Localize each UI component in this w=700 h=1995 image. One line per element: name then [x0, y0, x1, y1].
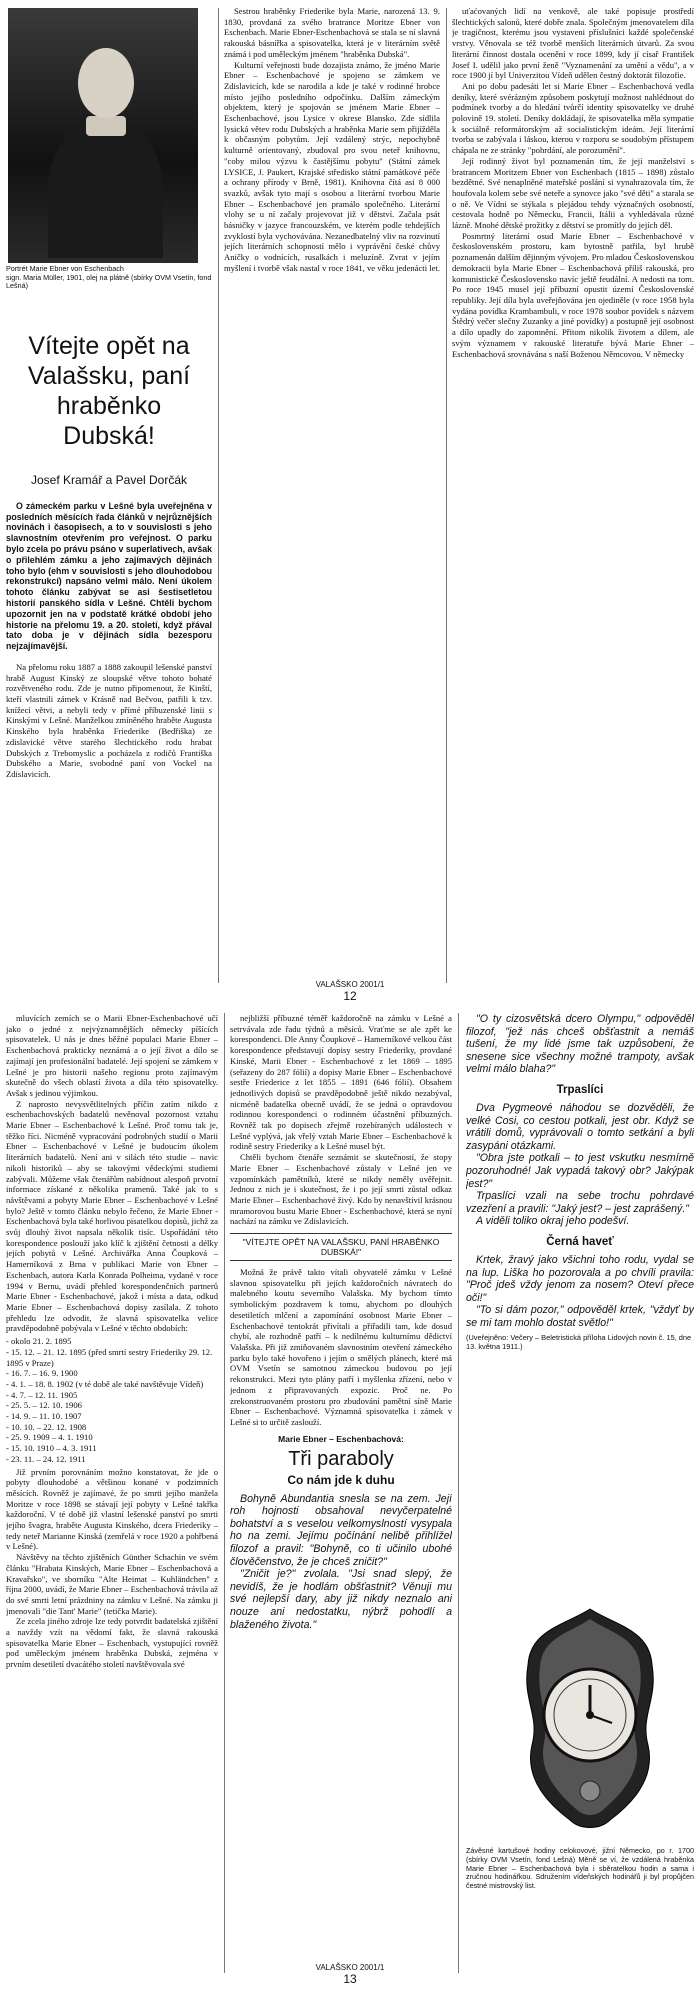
paragraph: Posmrtný literární osud Marie Ebner – Eschenbachové v československém prostoru, kam bytostně patřila, byl hrubě poznamenán dalším dějinným vývojem. Pro mladou Československou demokracii byla Marie Ebner – Eschenbachová příliš rakouská, pro komunistické Československo navíc ještě feudální. A nedosti na tom. Po roce 1945 musel její příbuzní opustit území Československé republiky. Její díla byla uveřejňována jen ojediněle (v roce 1958 byla vydána povídka Krambambuli, v roce 1978 soubor povídek s názvem Štědrý večer slečny Zuzanky a jiné povídky) a postupně její osobnost a dílo upadly do zapomnění. Přitom nikolik životem a dílem, ale svým významem v rakouské literatuře bývá Marie Ebner – Eschenbachová srovnávána s naší Boženou Němcovou. V německy — [452, 230, 694, 359]
paragraph: uťaćovaných lidí na venkově, ale také popisuje prostředí šlechtických salonů, které dobře znala. Společným jmenovatelem díla je tragičnost, kterému jsou vystaveni příslušníci každé společenské vrstvy. Věnovala se též tvorbě menších literárních útvarů. Za svou literární činnost dostala ocenění v roce 1899, kdy jí císař František Josef I. udělil jako první ženě "Vyznamenání za umění a vědu", a v roce 1900 jí byl Univerzitou Vídeň udělen čestný doktorát filozofie. — [452, 6, 694, 81]
paragraph: Její rodinný život byl poznamenán tím, že její manželství s bratrancem Moritzem Ebner von Eschenbach (1815 – 1898) zůstalo bezdětné. Své nenaplněné mateřské poslání si vynahrazovala tím, že houfovala kolem sebe své neteře a synovce jako "své děti" a starala se o ně. Ve Vídni se stýkala s plejádou tehdy význačných osobností, cestovala hodně po Německu, Francii, Itálii a vyhledávala různé lázně. Mnohé dětské prožitky z dětství se promítly do jejích děl. — [452, 155, 694, 231]
column-2 — [224, 6, 440, 986]
paragraph: Sestrou hraběnky Friederike byla Marie, narozená 13. 9. 1830, provdaná za svého bratrance Moritze Ebner von Eschenbach. Marie Ebner-Eschenbachová se stala se ní slavná rakouská básnířka a spisovatelka, která je v literárním světě známá i pod uměleckým jménem "hraběnka Dubská". — [224, 6, 440, 59]
column-2 — [230, 1013, 452, 1975]
paragraph: Možná že právě takto vítali obyvatelé zámku v Lešné slavnou spisovatelku při jejích každoročních návratech do malebného koutu severního Valašska. My bychom tímto symbolickým pozdravem k tomu, abychom po dlouhých desetiletích mlčení a zapomínání osobnost Marie Ebner – Eschenbachové tentokrát přivítali a přiřadili tam, kde dosud chybí, ale rozhodně patří – k nedílnému kulturnímu dědictví Valašska. Při již zmiňovaném slavnostním otevření zámeckého parku bylo také hovořeno i jejím o smělých plánech, které má OVM Vsetín se samotnou zámeckou budovou po její rekonstrukci. Mezi tyto plány patří i myšlenka zřízení, nebo v jednom z připravovaných expozic. Proč ne. Po zrekonstruovaném prostoru pro zbudování pamětní síně Marie Ebner – Eschenbachové. Významná spisovatelka i zámek v Lešné si to určitě zaslouží. — [230, 1267, 452, 1427]
fable-paragraph: Krtek, žravý jako všichni toho rodu, vydal se na lup. Liška ho pozorovala a po chvíli pravila: "Proč jdeš vždy jenom za nosem? Oteví přece oči!" — [466, 1253, 694, 1304]
page-footer — [0, 1963, 700, 1986]
column-2-text-continued — [230, 1267, 452, 1428]
date-item: - 14. 9. – 11. 10. 1907 — [6, 1411, 82, 1422]
portrait-caption — [6, 265, 212, 291]
column-divider — [224, 1013, 225, 1973]
paragraph: Návštěvy na těchto zjištěních Günther Schachin ve svém článku "Hrabata Kinských, Marie Ebner – Eschenbachová a Kravařsko", ve sborníku "Alte Heimat – Kuhländchen" z října 2000, uvádí, že Marie Ebner – Eschenbachová trávila až do své smrti letní prázdniny na zámku v Lešné. Na zámku ji jmenovali "die Tant' Marie" (tetička Marie). — [6, 1552, 218, 1616]
fable-paragraph: "Obra jste potkali – to jest vskutku nesmírně pozoruhodné! Jak vypadá takový obr? Jakýpak jest?" — [466, 1152, 694, 1190]
fable-paragraph: A viděli toliko okraj jeho podešví. — [476, 1215, 630, 1228]
column-1-text — [6, 662, 212, 780]
headline: Vítejte opět na Valašsku, paní hraběnko Dubská! — [27, 331, 191, 450]
paragraph: mluvících zemích se o Marii Ebner-Eschenbachové učí jako o jedné z nejvýznamnějších německy píšících spisovatelek. U nás je dnes běžné populaci Marie Ebner – Eschenbachová prakticky neznámá a o její život a dílo se zajímají jen profesionální badatelé. Její spojení se zámkem v Lešné je pro historii našeho regionu proto zajímavým skutečně do všech oblastí života a díla této spisovatelky. Avšak s jedinou výjimkou. — [6, 1013, 218, 1098]
paragraph: Již prvním porovnáním možno konstatovat, že jde o pobyty dlouhodobé a většinou konané v podzimních měsících. Rovněž je zajímavé, že po smrti jejího manžela Moritze v roce 1898 se stávají její pobyty v Lešné takřka každoroční. V té době již vlastní lešenské panství po smrti jejího švagra, hraběte Augusta Kinského, dcera Friederiky – tedy neteř Marianne Kinská (zemřelá v roce 1920 a pohřbená v Lešné). — [6, 1466, 218, 1552]
date-item: - okolo 21. 2. 1895 — [6, 1336, 72, 1347]
clock-caption: Závěsné kartušové hodiny celokovové, jižní Německo, po r. 1700 (sbírky OVM Vsetín, fond Lešná) Měně se ví, že vzdálená hraběnka Marie Ebner – Eschenbachová byla i sběratelkou hodin a sama i zručnou hodinářkou. Sdružením vídeňských hodinářů ji byl propůjčen čestné mistrovský list. — [466, 1846, 694, 1891]
authors: Josef Kramář a Pavel Dorčák — [30, 472, 188, 487]
column-3 — [466, 1013, 694, 1603]
footer-label: VALAŠSKO 2001/1 — [315, 1963, 385, 1972]
fable-title: Trpaslíci — [556, 1083, 604, 1096]
date-item: - 10. 10. – 22. 12. 1908 — [6, 1421, 87, 1432]
footer-label: VALAŠSKO 2001/1 — [315, 980, 385, 989]
column-1 — [6, 6, 212, 996]
paragraph: Ani po dobu padesáti let si Marie Ebner – Eschenbachová vedla deníky, které svérázným způsobem poskytují možnost nahlédnout do podmínek tvorby a do hledání tvůrčí identity spisovatelky ve druhé polovině 19. století. Deníky dokládají, že spisovatelka měla sympatie k sociálně reformátorským až socialistickým ideám. Její literární tvorba se zabývala i láskou, kterou v rozporu se soudobým přístupem chápala ne ze stránky "pohrdání, ale porozumění". — [452, 80, 694, 156]
date-item: - 4. 1. – 18. 8. 1902 (v té době ale také navštěvuje Vídeň) — [6, 1378, 204, 1389]
paragraph: Z naprosto nevysvětlitelných příčin zatím nikdo z eschenbachovských badatelů nevěnoval pozornost vztahu Marie Ebner – Eschenbachové k Lešné. Proč tomu tak je, těžko říci. Nicméně vypracování podrobných studií o Marii Ebner – Eschenbachové v Lešné je budoucím úkolem literárních badatelů. Není ani v silách této studie – navic nikoli historiků – aby se takovými vědeckými studiemi zabývali. Můžeme však čtenářům nabídnout alespoň prvotní informace získané z několika pramenů. Také jak to s návštěvami a pobyty Marie Ebner – Eschenbachové v Lešné bylo? Ještě v tomto článku nebylo řečeno, že Marie Ebner - Eschenbachová byla také horlivou pisatelkou dopisů, jichž za svůj dlouhý život napsala několik tisíc. Uspořádání této korespondence poslouží jako klíč k zjištění četnosti a délky jejích pobytů v Lešné. Archivářka Anna Čoupková – Hamerníková z Brna v publikaci Marie von Ebner – Eschenbach, autora Karla Konrada Polheima, vydané v roce 1994 v Bernu, uvádí přehled korespondenčních partnerů Marie Ebner - Eschenbachové, jakož i místa a data, odkud Marie Ebner – Eschenbachová dopisy zasílala. Z tohoto přehledu lze odvodit, že slavná spisovatelka velice pravděpodobně pobývala v Lešné v těchto obdobích: — [6, 1098, 218, 1334]
column-3-text — [452, 6, 694, 359]
story-paragraph: "Zničit je?" zvolala. "Jsi snad slepý, že nevidíš, že je hodlám obšťastnit? Věnuji mu své nejlepší dary, aby již nikdy neznalo ani nouze ani nedostatku, nýbrž pohodlí a blaženého života." — [230, 1568, 452, 1631]
paragraph: Na přelomu roku 1887 a 1888 zakoupil lešenské panství hrabě August Kinský ze sloupské větve tohoto bohaté rozvětveného rodu. Zde je nutno připomenout, že Kinští, kteří vlastnili zámek v Krásně nad Bečvou, patřili k tzv. knížecí větvi, a nebyli tedy v přímé příbuzenské linii s Kinskými v Lešné. Manželkou zmíněného hraběte Augusta Kinského byla hraběnka Friederike (Bedřiška) ze zdislavické větve starého šlechtického rodu hrabat Dubských z Trebomyslic a pocházela z rodičů Františka Dubského a Marie, svobodné paní von Vockel na Zdislavicích. — [6, 661, 212, 779]
dates-list — [6, 1336, 218, 1464]
story-title: Tři paraboly — [288, 1447, 394, 1470]
fable-paragraph: Trpaslíci vzali na sebe trochu pohrdavé vzezření a pravili: "Jaký jest? – jest zaprášený." — [466, 1190, 694, 1215]
column-3 — [452, 6, 694, 986]
column-1-text-continued — [6, 1467, 218, 1670]
source-note: (Uveřejněno: Večery – Beletristická příloha Lidových novin č. 15, dne 13. května 1911.) — [466, 1333, 692, 1352]
story-subtitle: Co nám jde k duhu — [287, 1472, 395, 1487]
date-item: - 16. 7. – 16. 9. 1900 — [6, 1368, 78, 1379]
paragraph: nejbližší příbuzné téměř každoročně na zámku v Lešné a setrvávala zde řadu týdnů a měsíců. Vraťme se ale zpět ke korespondenci. Dle Anny Čoupkové – Hamerníkové velkou část korespondence představují dopisy sestry Friederiky, provdané Kinské, Marii Ebner - Eschenbachové z let 1869 – 1895 (seřazeny do 287 fólií) a dopisy Marie Ebner – Eschenbachové sestře Friederice z let 1855 – 1891 (646 fólií). Obsahem jednotlivých dopisů se pravděpodobně ještě nikdo nezabýval, nicméně badatelka obecně uvádí, že se jedná o opravdovou rodinnou korespondenci o rodinném účastnění příbuzných. Rovněž tak po dopisech zřejmě rozebíraných událostech v Lešné vyplývá, jak vřelý vztah Marie Ebner – Eschenbachové k rodině sestry Friederiky a k Lešné musel být. — [230, 1013, 452, 1152]
boxed-heading: "VÍTEJTE OPĚT NA VALAŠSKU, PANÍ HRABĚNKO DUBSKÁ!" — [230, 1233, 452, 1261]
column-2-text — [230, 1013, 452, 1227]
column-1-text — [6, 1013, 218, 1334]
fable-paragraph: "To si dám pozor," odpověděl krtek, "vždyť by se mi tam mohlo dostat světlo!" — [466, 1304, 694, 1329]
wall-clock-image — [520, 1605, 660, 1840]
page-number: 12 — [343, 989, 357, 1003]
fable-paragraph: Dva Pygmeové náhodou se dozvěděli, že velké Cosi, co cestou potkali, jest obr. Když se vrátili domů, vyprávovali o tomto setkání a byli zasypáni otázkami. — [466, 1101, 694, 1152]
story-paragraph: Bohyně Abundantia snesla se na zem. Její roh hojnosti obsahoval nevyčerpatelné bohatství a s veselou velkomyslností vysypala ho na zemi. Jejímu počínání nelibě přihlížel filozof a pravil: "Bohyně, co ti učinilo ubohé člověčenstvo, že je chceš zničit?" — [230, 1492, 452, 1568]
column-divider — [446, 8, 447, 983]
portrait-caption-title: Portrét Marie Ebner von Eschenbach — [6, 264, 124, 273]
column-divider — [458, 1013, 459, 1973]
date-item: - 15. 10. 1910 – 4. 3. 1911 — [6, 1443, 97, 1454]
paragraph: Chtěli bychom čtenáře seznámit se skutečností, že stopy Marie Ebner – Eschenbachové zůstaly v Lešné jen ve vzpomínkách pamětníků, které se nikdy neměly uvěřejnit. Jednou z nich je i skutečnost, že i po její smrti zůstal odkaz Marie Ebner – Eschenbachové živý. Kdo by nenavštívil krásnou mramorovou bustu Marie Ebner - Eschenbachové, která se nyní nachází na zámku ve Zdislavicích. — [230, 1152, 452, 1227]
date-item: - 15. 12. – 21. 12. 1895 (před smrtí sestry Friederiky 29. 12. 1895 v Praze) — [6, 1346, 213, 1368]
quote-paragraph: "O ty cizosvětská dcero Olympu," odpověděl filozof, "jež nás chceš obšťastnit a nemáš tušení, že my lidé jsme tak uzpůsobeni, že snesene sice všechny možné trampoty, avšak velmi málo blaha?" — [466, 1013, 694, 1076]
date-item: - 25. 9. 1909 – 4. 1. 1910 — [6, 1432, 93, 1443]
date-item: - 25. 5. – 12. 10. 1906 — [6, 1400, 82, 1411]
column-divider — [218, 8, 219, 983]
column-1 — [6, 1013, 218, 1973]
portrait-caption-source: sign. Maria Müller, 1901, olej na plátně (sbírky OVM Vsetín, fond Lešná) — [6, 272, 212, 291]
page-footer — [0, 980, 700, 1003]
portrait-image — [8, 8, 198, 263]
lead-paragraph: O zámeckém parku v Lešné byla uveřejněna v posledních měsících řada článků v nejrůznějších novinách i časopisech, a to v souvislosti s jeho slavnostním otevřením pro veřejnost. O parku bylo zcela po právu psáno v superlativech, avšak o přilehlém zámku a jeho zajímavých dějinách toho bylo (ehm v souvislosti s jeho dlouhodobou rekonstrukcí) napsáno velmi málo. Není úkolem tohoto článku zabývat se asi šestisetletou historií panského sídla v Lešné. Chtěli bychom upozornit jen na v podstatě krátké období jeho historie na přelomu 19. a 20. století, když přával tato doba je v dějinách sídla bezesporu nejzajímavější. — [6, 500, 212, 652]
page-13 — [0, 1005, 700, 1995]
date-item: - 23. 11. – 24. 12. 1911 — [6, 1453, 86, 1464]
column-2-text — [224, 6, 440, 274]
story-author: Marie Ebner – Eschenbachová: — [278, 1433, 404, 1444]
fable-title: Černá haveť — [546, 1235, 614, 1248]
paragraph: Ze zcela jiného zdroje lze tedy potvrdit badatelská zjištění a navždy vzít na vědomí fakt, že slavná rakouská spisovatelka Marie Ebner – Eschenbach, vystupující rovněž pod uměleckým jménem hraběnka Dubská, zejména v prvním desetiletí dvacátého století navštěvovala své — [6, 1616, 218, 1670]
page-number: 13 — [343, 1972, 357, 1986]
date-item: - 4. 7. – 12. 11. 1905 — [6, 1389, 78, 1400]
paragraph: Kulturní veřejnosti bude dozajista známo, že jméno Marie Ebner – Eschenbachové je spojeno se zámkem ve Zdislavicích, kde se narodila a kde je také v rodinné hrobce místo jejího posledního odpočinku. Dalším zámeckým objektem, který je spojován se jménem Marie Ebner – Eschenbachové, jsou Lysice v okrese Blansko. Zde sídlila lysická větev rodu Dubských a hraběnka Marie sem přijížděla k občasným pobytům. Její vzdálený strýc, nepochybně kulturně orientovaný, zbudoval pro svou neteř knihovnu, "coby milou výzvu k častějšímu pobytu" (Státní zámek LYSICE, J. Paukert, Krajské středisko státní památkové péče a ochrany přírody v Brně, 1981). Knihovna čítá asi 8 000 svazků, avšak tyto mají s osobou a literární tvorbou Marie Ebner – Eschenbachové jen pramálo společného. Literární vlohy se u ní začaly projevovat již v dětství. Začala psát básničky v jazyce francouzském, ve kterém podle tehdejších zvyklostí byla vychovávána. Nezanedbatelný vliv na rozvinutí jejích literárních schopností mělo i vyprávění české chůvy Aničky o vodnících, rusalkách i meluzíně. Zvrat v jejím myšlení i tvorbě však nastal v roce 1841, ve věku jedenácti let. — [224, 59, 440, 273]
